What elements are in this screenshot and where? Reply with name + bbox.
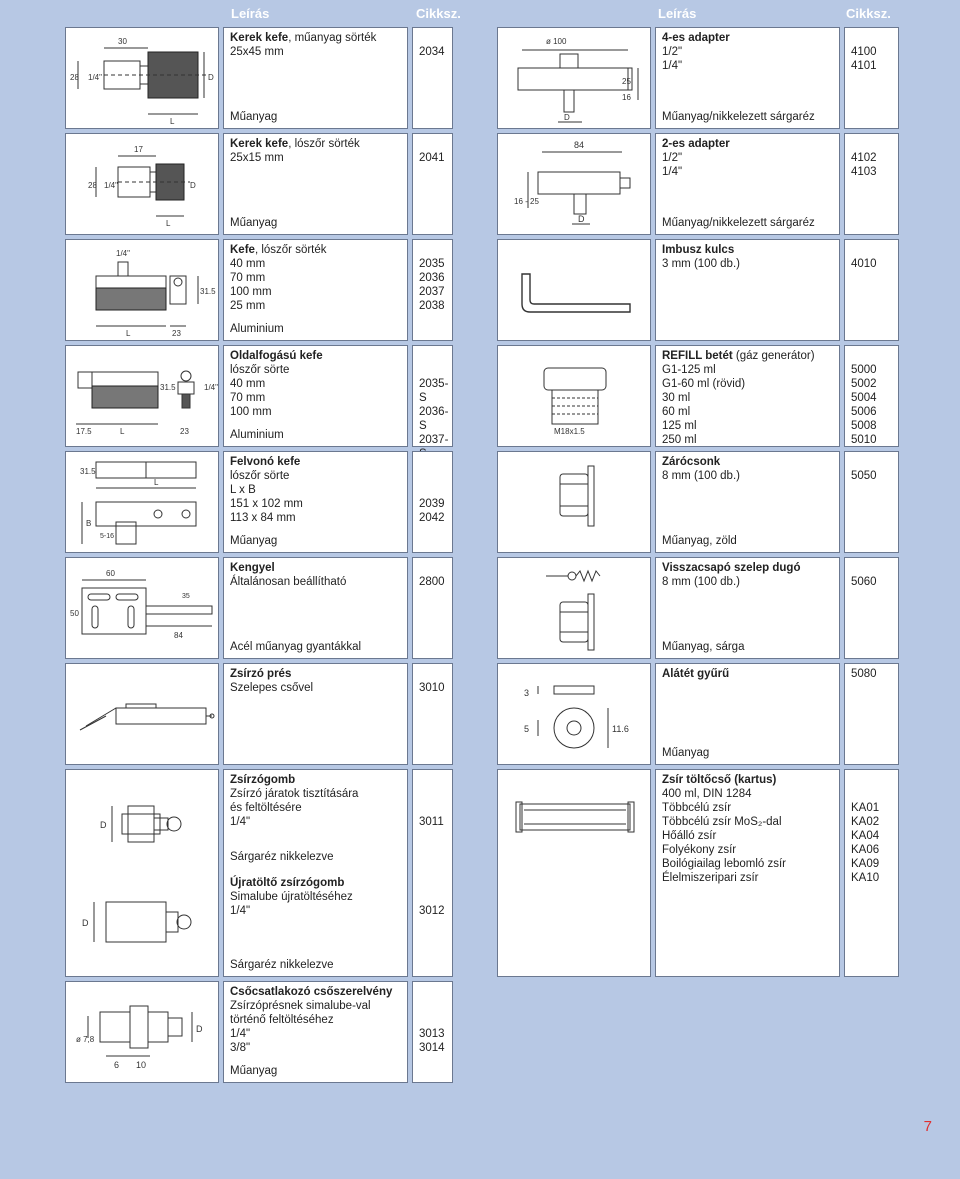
product-line: Hőálló zsír <box>662 830 717 842</box>
product-material: Műanyag <box>230 111 278 123</box>
product-code: 5006 <box>851 406 877 418</box>
product-line: történő feltöltéséhez <box>230 1014 334 1026</box>
dim-label: L <box>120 427 125 436</box>
product-code: 2035 <box>419 258 445 270</box>
product-line: 151 x 102 mm <box>230 498 303 510</box>
product-line: 60 ml <box>662 406 691 418</box>
product-line: 1/4" <box>230 905 251 917</box>
product-code: KA10 <box>851 872 880 884</box>
dim-label: L <box>170 117 175 126</box>
product-title: Oldalfogású kefe <box>230 350 323 362</box>
product-line: L x B <box>230 484 256 496</box>
product-material: Műanyag, zöld <box>662 535 737 547</box>
product-title: Felvonó kefe <box>230 456 301 468</box>
product-codes <box>412 239 453 341</box>
product-line: lószőr sörte <box>230 470 290 482</box>
product-code: 5080 <box>851 668 877 680</box>
product-line: 1/4" <box>662 166 683 178</box>
product-line: 100 mm <box>230 286 272 298</box>
product-codes <box>412 451 453 553</box>
product-title: REFILL betét <box>662 350 733 362</box>
product-row-imbusz-kulcs <box>497 239 899 341</box>
product-title: Imbusz kulcs <box>662 244 735 256</box>
product-row-alatet-gyuru <box>497 663 899 765</box>
product-description <box>223 239 408 341</box>
product-code: KA09 <box>851 858 880 870</box>
product-line: lószőr sörte <box>230 364 290 376</box>
product-codes <box>844 663 899 765</box>
product-codes <box>412 345 453 447</box>
product-code: 2039 <box>419 498 445 510</box>
product-codes <box>844 557 899 659</box>
header-leiras-right: Leírás <box>658 6 697 21</box>
dim-label: 31.5 <box>160 383 176 392</box>
product-row-4es-adapter <box>497 27 899 129</box>
product-description <box>655 663 840 765</box>
dim-label: 84 <box>174 631 183 640</box>
product-line: 100 mm <box>230 406 272 418</box>
product-material: Műanyag <box>230 1065 278 1077</box>
product-line: G1-125 ml <box>662 364 716 376</box>
dim-label: D <box>564 113 570 122</box>
product-code: KA06 <box>851 844 880 856</box>
elevator-brush-drawing <box>65 451 219 553</box>
product-line: Boilógiailag lebomló zsír <box>662 858 787 870</box>
dim-label: D <box>578 214 585 224</box>
product-codes <box>412 769 453 977</box>
product-description <box>223 663 408 765</box>
dim-label: 5 <box>524 724 530 734</box>
dim-label: 17 <box>134 145 143 154</box>
product-material: Műanyag, sárga <box>662 641 745 653</box>
round-brush-drawing <box>65 27 219 129</box>
product-code: 2041 <box>419 152 445 164</box>
product-row-zsirzogomb <box>65 769 453 977</box>
product-line: 25x15 mm <box>230 152 284 164</box>
product-code: 2037 <box>419 286 445 298</box>
product-code: 3014 <box>419 1042 445 1054</box>
round-brush-small-drawing <box>65 133 219 235</box>
dim-label: 31.5 <box>200 287 216 296</box>
product-material: Műanyag/nikkelezett sárgaréz <box>662 217 815 229</box>
product-title: 2-es adapter <box>662 138 730 150</box>
product-code: 2037- <box>419 434 449 446</box>
product-codes <box>844 133 899 235</box>
header-cikksz-right: Cikksz. <box>846 6 891 21</box>
product-title: Zsír töltőcső (kartus) <box>662 774 777 786</box>
product-description <box>223 981 408 1083</box>
dim-label: 60 <box>106 569 115 578</box>
product-row-refill-betet <box>497 345 899 447</box>
product-code: 5008 <box>851 420 877 432</box>
header-cikksz-left: Cikksz. <box>416 6 461 21</box>
product-line: 125 ml <box>662 420 697 432</box>
product-description <box>655 27 840 129</box>
product-code: 4100 <box>851 46 877 58</box>
product-codes <box>412 133 453 235</box>
product-code: 5060 <box>851 576 877 588</box>
product-material: Műanyag <box>230 217 278 229</box>
product-title: Zsírzógomb <box>230 774 296 786</box>
product-codes <box>844 239 899 341</box>
dim-label: 23 <box>180 427 189 436</box>
product-line: Zsírzó járatok tisztítására <box>230 788 359 800</box>
product-row-zarocsonk <box>497 451 899 553</box>
product-title: Kerek kefe <box>230 32 289 44</box>
product-line: 25 mm <box>230 300 266 312</box>
dim-label: 6 <box>114 1060 120 1070</box>
adapter-4-drawing <box>497 27 651 129</box>
product-line: 40 mm <box>230 378 266 390</box>
product-code: KA01 <box>851 802 880 814</box>
dim-label: 1/4" <box>104 181 118 190</box>
product-description <box>223 133 408 235</box>
product-code: 2034 <box>419 46 445 58</box>
product-line: 1/4" <box>662 60 683 72</box>
grease-nipple-drawings <box>65 769 219 977</box>
pipe-fitting-drawing <box>65 981 219 1083</box>
product-code: 2800 <box>419 576 445 588</box>
dim-label: 1/4" <box>204 383 218 392</box>
product-code: 3012 <box>419 905 445 917</box>
product-line: 30 ml <box>662 392 691 404</box>
product-line: 70 mm <box>230 392 266 404</box>
product-line: Élelmiszeripari zsír <box>662 872 759 884</box>
check-valve-plug-drawing <box>497 557 651 659</box>
product-row-visszacsapo-szelep <box>497 557 899 659</box>
dim-label: D <box>100 820 107 830</box>
product-line: 40 mm <box>230 258 266 270</box>
product-codes <box>844 345 899 447</box>
product-row-kerek-kefe-loszor <box>65 133 453 235</box>
product-line: Szelepes csővel <box>230 682 314 694</box>
product-description <box>223 27 408 129</box>
dim-label: ø 7,8 <box>76 1035 95 1044</box>
product-material-2: Sárgaréz nikkelezve <box>230 959 334 971</box>
header-leiras-left: Leírás <box>231 6 270 21</box>
product-codes <box>412 557 453 659</box>
product-line: 113 x 84 mm <box>230 512 296 524</box>
flat-brush-drawing <box>65 239 219 341</box>
product-line: 8 mm (100 db.) <box>662 470 740 482</box>
product-line: Többcélú zsír <box>662 802 732 814</box>
product-codes <box>412 27 453 129</box>
product-codes <box>412 663 453 765</box>
dim-label: 50 <box>70 609 79 618</box>
product-line: G1-60 ml (rövid) <box>662 378 746 390</box>
product-title: Visszacsapó szelep dugó <box>662 562 801 574</box>
product-title: Kefe <box>230 244 255 256</box>
product-description <box>655 345 840 447</box>
product-row-zsir-toltocso <box>497 769 899 977</box>
dim-label: L <box>166 219 171 228</box>
product-description <box>655 133 840 235</box>
product-line: Zsírzóprésnek simalube-val <box>230 1000 371 1012</box>
dim-label: 1/4" <box>116 249 130 258</box>
product-line: 3 mm (100 db.) <box>662 258 740 270</box>
product-line: és feltöltésére <box>230 802 302 814</box>
product-title: Zsírzó prés <box>230 668 292 680</box>
product-description <box>655 451 840 553</box>
product-material: Műanyag/nikkelezett sárgaréz <box>662 111 815 123</box>
dim-label: 35 <box>182 593 190 600</box>
product-row-zsirzo-pres <box>65 663 453 765</box>
product-material: Aluminium <box>230 429 284 441</box>
product-code: 4101 <box>851 60 877 72</box>
product-row-felvono-kefe <box>65 451 453 553</box>
product-line: 8 mm (100 db.) <box>662 576 740 588</box>
product-title-rest: (gáz generátor) <box>732 350 815 362</box>
product-line: Többcélú zsír MoS₂-dal <box>662 816 782 828</box>
product-code: 2036-S <box>419 406 449 432</box>
product-row-csocsatlakozo <box>65 981 453 1083</box>
dim-label: 11.6 <box>612 724 629 734</box>
product-line: 1/4" <box>230 816 251 828</box>
product-code: KA02 <box>851 816 880 828</box>
product-material: Műanyag <box>230 535 278 547</box>
dim-label: 16 - 25 <box>514 197 539 206</box>
product-line: 1/2" <box>662 152 683 164</box>
dim-label: D <box>82 918 89 928</box>
product-code: 4103 <box>851 166 877 178</box>
product-description <box>223 451 408 553</box>
product-code: 5000 <box>851 364 877 376</box>
product-row-oldalfogasu-kefe <box>65 345 453 447</box>
product-description <box>655 239 840 341</box>
dim-label: 10 <box>136 1060 147 1070</box>
hex-key-drawing <box>497 239 651 341</box>
dim-label: 1/4" <box>88 73 102 82</box>
page-number: 7 <box>923 1118 932 1135</box>
dim-label: 16 <box>622 93 631 102</box>
product-line: 1/4" <box>230 1028 251 1040</box>
product-codes <box>412 981 453 1083</box>
product-code: 4010 <box>851 258 877 270</box>
product-title-rest: , lószőr sörték <box>288 138 360 150</box>
product-line: 400 ml, DIN 1284 <box>662 788 752 800</box>
dim-label: L <box>154 478 159 487</box>
product-code: 5004 <box>851 392 877 404</box>
dim-label: 3 <box>524 688 530 698</box>
product-code: 3011 <box>419 816 444 828</box>
product-title: 4-es adapter <box>662 32 730 44</box>
product-material: Acél műanyag gyantákkal <box>230 641 362 653</box>
product-code: 5002 <box>851 378 877 390</box>
dim-label: 31.5 <box>80 467 96 476</box>
product-codes <box>844 451 899 553</box>
product-line: 3/8" <box>230 1042 251 1054</box>
product-title: Kengyel <box>230 562 275 574</box>
product-material: Aluminium <box>230 323 284 335</box>
dim-label: 17.5 <box>76 427 92 436</box>
product-line: 70 mm <box>230 272 266 284</box>
bracket-drawing <box>65 557 219 659</box>
product-row-kerek-kefe-muanyag <box>65 27 453 129</box>
dim-label: 84 <box>574 140 585 150</box>
product-title-rest: , lószőr sörték <box>254 244 327 256</box>
product-line: 25x45 mm <box>230 46 284 58</box>
side-brush-drawing <box>65 345 219 447</box>
dim-label: ø 100 <box>546 37 567 46</box>
product-row-2es-adapter <box>497 133 899 235</box>
product-line: Simalube újratöltéséhez <box>230 891 353 903</box>
dim-label: D <box>196 1024 203 1034</box>
product-description <box>223 769 408 977</box>
product-code: 2036 <box>419 272 445 284</box>
grease-cartridge-drawing <box>497 769 651 977</box>
product-title: Kerek kefe <box>230 138 289 150</box>
adapter-2-drawing <box>497 133 651 235</box>
product-description <box>223 345 408 447</box>
product-title-rest: , műanyag sörték <box>288 32 377 44</box>
product-code: 5010 <box>851 434 877 446</box>
product-code: 2035-S <box>419 378 449 404</box>
product-code: 5050 <box>851 470 877 482</box>
dim-label: 25 <box>622 77 631 86</box>
product-row-kengyel <box>65 557 453 659</box>
dim-label: D <box>190 181 196 190</box>
dim-label: 28 <box>88 181 97 190</box>
product-line: 1/2" <box>662 46 683 58</box>
product-title: Zárócsonk <box>662 456 721 468</box>
dim-label: 23 <box>172 329 181 338</box>
product-material: Sárgaréz nikkelezve <box>230 851 334 863</box>
end-cap-drawing <box>497 451 651 553</box>
product-line: Folyékony zsír <box>662 844 737 856</box>
product-row-kefe <box>65 239 453 341</box>
dim-label: 30 <box>118 37 127 46</box>
product-title: Csőcsatlakozó csőszerelvény <box>230 986 393 998</box>
product-code: 3013 <box>419 1028 445 1040</box>
product-code: KA04 <box>851 830 880 842</box>
dim-label: 28 <box>70 73 79 82</box>
product-line: Általánosan beállítható <box>230 576 347 588</box>
product-line: 250 ml <box>662 434 697 446</box>
dim-label: B <box>86 519 92 528</box>
refill-cartridge-drawing <box>497 345 651 447</box>
product-codes <box>844 27 899 129</box>
dim-label: 5-16 <box>100 533 115 540</box>
dim-label: L <box>126 329 131 338</box>
grease-gun-drawing <box>65 663 219 765</box>
product-title-2: Újratöltő zsírzógomb <box>230 877 345 889</box>
product-code: 2042 <box>419 512 445 524</box>
product-material: Műanyag <box>662 747 710 759</box>
product-description <box>655 769 840 977</box>
dim-label: M18x1.5 <box>554 427 585 436</box>
product-codes <box>844 769 899 977</box>
washer-drawing <box>497 663 651 765</box>
product-code: 4102 <box>851 152 877 164</box>
product-code: 3010 <box>419 682 445 694</box>
product-description <box>655 557 840 659</box>
product-title: Alátét gyűrű <box>662 668 730 680</box>
product-description <box>223 557 408 659</box>
dim-label: D <box>208 73 214 82</box>
product-code: 2038 <box>419 300 445 312</box>
